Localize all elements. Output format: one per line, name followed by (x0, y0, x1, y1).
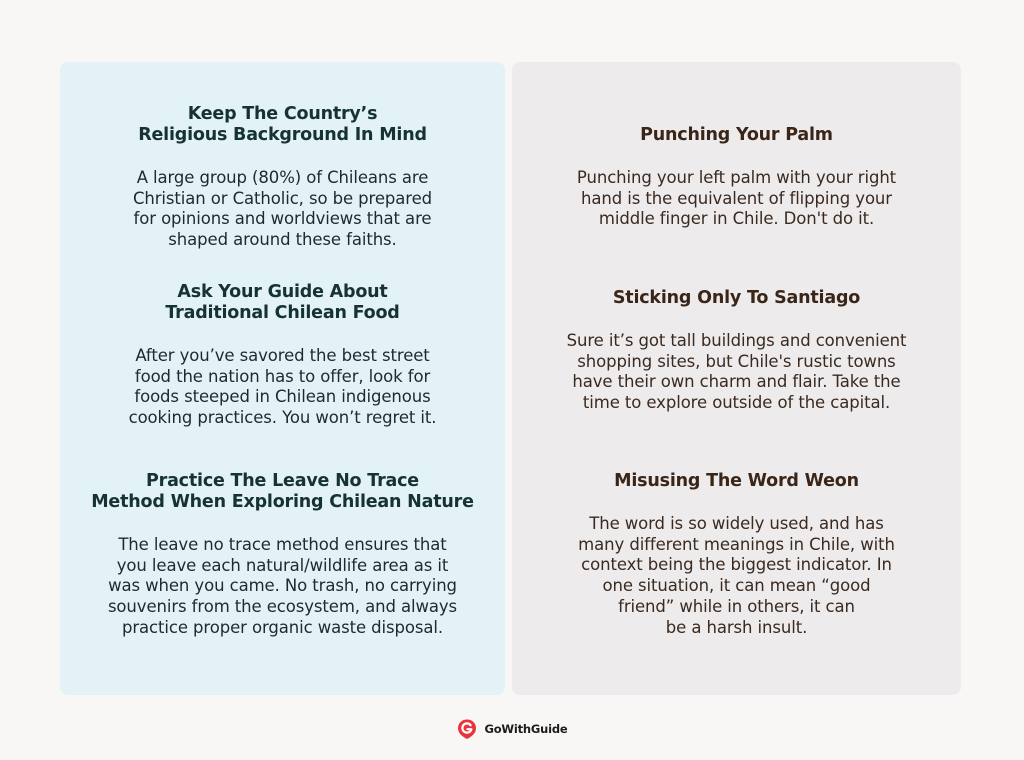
tip-section-leave-no-trace (60, 471, 505, 639)
section-body (60, 346, 505, 429)
section-heading (512, 471, 961, 492)
section-heading (60, 282, 505, 324)
section-heading (60, 471, 505, 513)
heading-line: Traditional Chilean Food (165, 303, 400, 323)
body-line: shaped around these faiths. (168, 230, 397, 250)
section-heading (60, 104, 505, 146)
body-line: context being the biggest indicator. In (581, 555, 892, 575)
tip-section-santiago (512, 288, 961, 414)
left-panel-dos (60, 62, 505, 695)
body-line: A large group (80%) of Chileans are (136, 168, 429, 187)
body-line: hand is the equivalent of flipping your (581, 188, 892, 208)
heading-line: Practice The Leave No Trace (146, 471, 419, 491)
section-body (512, 168, 961, 230)
section-body (512, 331, 961, 414)
body-line: After you’ve savored the best street (135, 346, 430, 365)
section-body (60, 535, 505, 639)
body-line: one situation, it can mean “good (602, 576, 871, 596)
right-panel-donts (512, 62, 961, 695)
section-body (60, 168, 505, 251)
gowithguide-logo-icon (456, 718, 478, 740)
body-line: friend” while in others, it can (618, 596, 855, 616)
body-line: many different meanings in Chile, with (578, 534, 895, 554)
body-line: shopping sites, but Chile's rustic towns (577, 351, 896, 371)
heading-line: Punching Your Palm (640, 125, 833, 145)
brand-name: GoWithGuide (484, 722, 568, 736)
body-line: The word is so widely used, and has (589, 514, 884, 533)
body-line: Sure it’s got tall buildings and convenient (566, 331, 907, 350)
heading-line: Method When Exploring Chilean Nature (91, 492, 474, 512)
tip-section-word-weon (512, 471, 961, 638)
body-line: The leave no trace method ensures that (118, 535, 447, 554)
body-line: middle finger in Chile. Don't do it. (598, 209, 875, 229)
body-line: Punching your left palm with your right (576, 168, 897, 187)
heading-line: Keep The Country’s (187, 104, 378, 124)
body-line: souvenirs from the ecosystem, and always (107, 597, 458, 617)
section-heading (512, 288, 961, 309)
body-line: be a harsh insult. (665, 617, 808, 637)
body-line: Christian or Catholic, so be prepared (132, 188, 433, 208)
tip-section-religious-background (60, 104, 505, 251)
heading-line: Misusing The Word Weon (614, 471, 859, 491)
tip-section-punching-palm (512, 125, 961, 230)
body-line: for opinions and worldviews that are (133, 209, 432, 229)
heading-line: Ask Your Guide About (177, 282, 388, 302)
body-line: time to explore outside of the capital. (582, 393, 891, 413)
section-heading (512, 125, 961, 146)
heading-line: Religious Background In Mind (138, 125, 427, 145)
body-line: foods steeped in Chilean indigenous (134, 387, 431, 407)
body-line: you leave each natural/wildlife area as it (116, 555, 449, 575)
body-line: have their own charm and flair. Take the (572, 372, 901, 392)
body-line: cooking practices. You won’t regret it. (128, 408, 437, 428)
footer-brand (0, 718, 1024, 740)
tip-section-chilean-food (60, 282, 505, 429)
body-line: practice proper organic waste disposal. (121, 617, 444, 637)
body-line: was when you came. No trash, no carrying (108, 576, 457, 596)
section-body (512, 514, 961, 638)
body-line: food the nation has to offer, look for (134, 366, 431, 386)
heading-line: Sticking Only To Santiago (612, 288, 861, 308)
